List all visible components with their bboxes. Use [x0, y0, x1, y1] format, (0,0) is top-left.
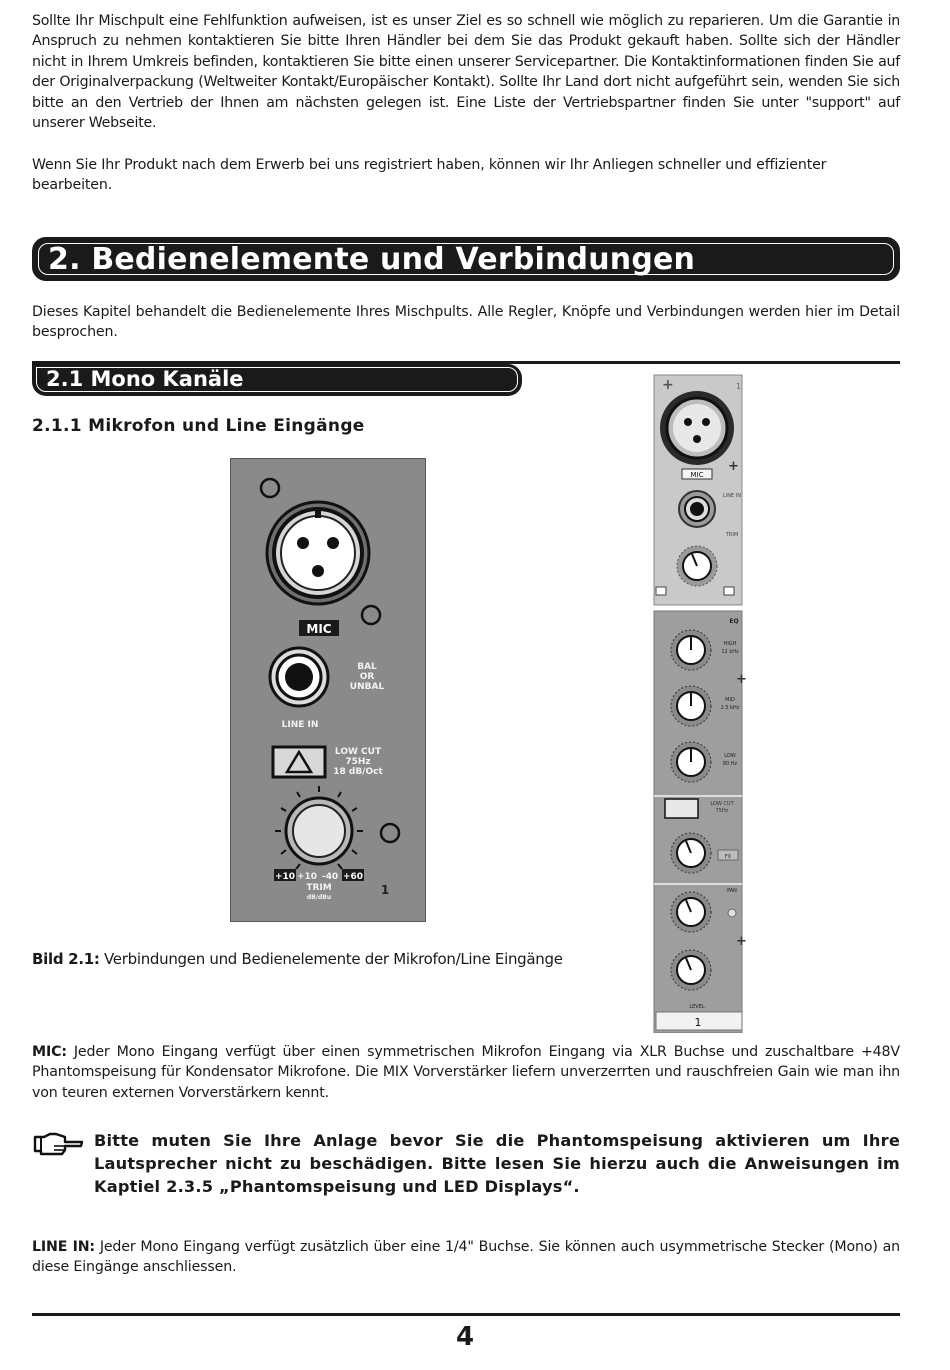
note-text: Bitte muten Sie Ihre Anlage bevor Sie die Phantomspeisung aktivieren um Ihre Lautsprecher nicht zu beschädigen. Bitte lesen Sie hierzu auch die Anweisungen im Kaptiel 2.3.5 „Phantomspeisung und LED Displays“. — [94, 1131, 900, 1196]
svg-text:2.5 kHz: 2.5 kHz — [720, 705, 740, 711]
svg-text:75Hz: 75Hz — [715, 808, 729, 814]
intro-paragraph-2: Wenn Sie Ihr Produkt nach dem Erwerb bei uns registriert haben, können wir Ihr Anliegen schneller und effizienter bearbeiten. — [32, 157, 827, 194]
svg-text:75Hz: 75Hz — [345, 757, 371, 767]
low-cut-button-icon — [273, 747, 325, 777]
page-number: 4 — [455, 1322, 475, 1352]
mic-label: MIC — [306, 622, 332, 636]
svg-text:HIGH: HIGH — [723, 641, 737, 647]
jack-input-icon — [270, 648, 328, 706]
section-title: 2. Bedienelemente und Verbindungen — [48, 242, 696, 277]
pointing-hand-icon — [32, 1130, 84, 1158]
svg-text:MIC: MIC — [690, 471, 704, 479]
svg-text:LINE IN: LINE IN — [281, 720, 319, 730]
line-in-paragraph: LINE IN: Jeder Mono Eingang verfügt zusätzlich über eine 1/4" Buchse. Sie können auch usymmetrische Stecker (Mono) an diese Eingänge anschliessen. — [32, 1239, 900, 1276]
svg-text:dB/dBu: dB/dBu — [306, 894, 332, 901]
subsubsection-title: 2.1.1 Mikrofon und Line Eingänge — [32, 416, 365, 436]
svg-text:OR: OR — [359, 672, 375, 682]
svg-text:FX: FX — [724, 854, 732, 860]
strip-trim-knob-icon — [677, 546, 717, 586]
strip-low-eq-knob-icon — [671, 742, 711, 782]
svg-text:TRIM: TRIM — [306, 883, 332, 893]
channel-strip-figure — [648, 373, 748, 1033]
svg-text:1: 1 — [380, 883, 390, 897]
strip-jack-icon — [679, 491, 715, 527]
svg-text:+60: +60 — [342, 872, 364, 882]
svg-text:+10: +10 — [274, 872, 296, 882]
svg-text:LOW CUT: LOW CUT — [710, 801, 734, 807]
strip-level-knob-icon — [671, 950, 711, 990]
svg-text:LOW CUT: LOW CUT — [334, 747, 382, 757]
strip-pan-knob-icon — [671, 892, 711, 932]
xlr-connector-icon — [267, 502, 369, 604]
svg-text:-40: -40 — [321, 872, 339, 882]
svg-text:+: + — [736, 934, 747, 949]
svg-text:BAL: BAL — [357, 662, 377, 672]
section-intro: Dieses Kapitel behandelt die Bedienelemente Ihres Mischpults. Alle Regler, Knöpfe und Verbindungen werden hier im Detail besprochen. — [32, 304, 900, 341]
strip-high-eq-knob-icon — [671, 630, 711, 670]
strip-xlr-icon — [660, 391, 734, 465]
intro-paragraph-1: Sollte Ihr Mischpult eine Fehlfunktion aufweisen, ist es unser Ziel es so schnell wie möglich zu reparieren. Um die Garantie in Anspruch zu nehmen kontaktieren Sie bitte Ihren Händler bei dem Sie das Produkt gekauft haben. Sollte sich der Händler nicht in Ihrem Umkreis befinden, kontaktieren Sie bitte einen unserer Servicepartner. Die Kontaktinformationen finden Sie auf der Originalverpackung (Weltweiter Kontakt/Europäischer Kontakt). Sollte Ihr Land dort nicht aufgeführt sein, wenden Sie sich bitte an den Vertrieb der Ihnen am nächsten gelegen ist. Eine Liste der Vertriebspartner finden Sie unter "support" auf unserer Webseite. — [32, 13, 900, 132]
strip-low-cut-button-icon — [665, 799, 698, 818]
strip-mid-eq-knob-icon — [671, 686, 711, 726]
svg-text:UNBAL: UNBAL — [349, 682, 385, 692]
svg-text:+: + — [736, 672, 747, 687]
svg-text:18 dB/Oct: 18 dB/Oct — [333, 767, 383, 777]
svg-text:+: + — [728, 459, 739, 474]
strip-fx-knob-icon — [671, 833, 711, 873]
svg-text:1: 1 — [736, 382, 742, 391]
svg-text:80 Hz: 80 Hz — [722, 761, 738, 767]
footer-rule — [32, 1313, 900, 1316]
svg-text:LOW: LOW — [724, 753, 736, 759]
figure-caption: Bild 2.1: Verbindungen und Bedienelemente der Mikrofon/Line Eingänge — [32, 950, 563, 968]
svg-text:EQ: EQ — [729, 618, 739, 625]
svg-text:TRIM: TRIM — [725, 532, 739, 538]
subsection-title: 2.1 Mono Kanäle — [46, 367, 244, 391]
svg-text:MID: MID — [725, 697, 735, 703]
svg-text:PAN: PAN — [727, 888, 737, 894]
svg-text:+10: +10 — [296, 872, 318, 882]
svg-text:1: 1 — [694, 1016, 702, 1029]
mic-paragraph: MIC: Jeder Mono Eingang verfügt über einen symmetrischen Mikrofon Eingang via XLR Buchse und zuschaltbare +48V Phantomspeisung für Kondensator Mikrofone. Die MIX Vorverstärker liefern unverzerrten und rauschfreien Gain wie man ihn von teuren externen Vorverstärkern kennt. — [32, 1044, 900, 1101]
input-panel-figure — [230, 458, 426, 922]
svg-text:+: + — [662, 377, 674, 393]
svg-text:LEVEL: LEVEL — [689, 1004, 705, 1010]
svg-text:LINE IN: LINE IN — [723, 493, 741, 499]
svg-text:12 kHz: 12 kHz — [721, 649, 739, 655]
